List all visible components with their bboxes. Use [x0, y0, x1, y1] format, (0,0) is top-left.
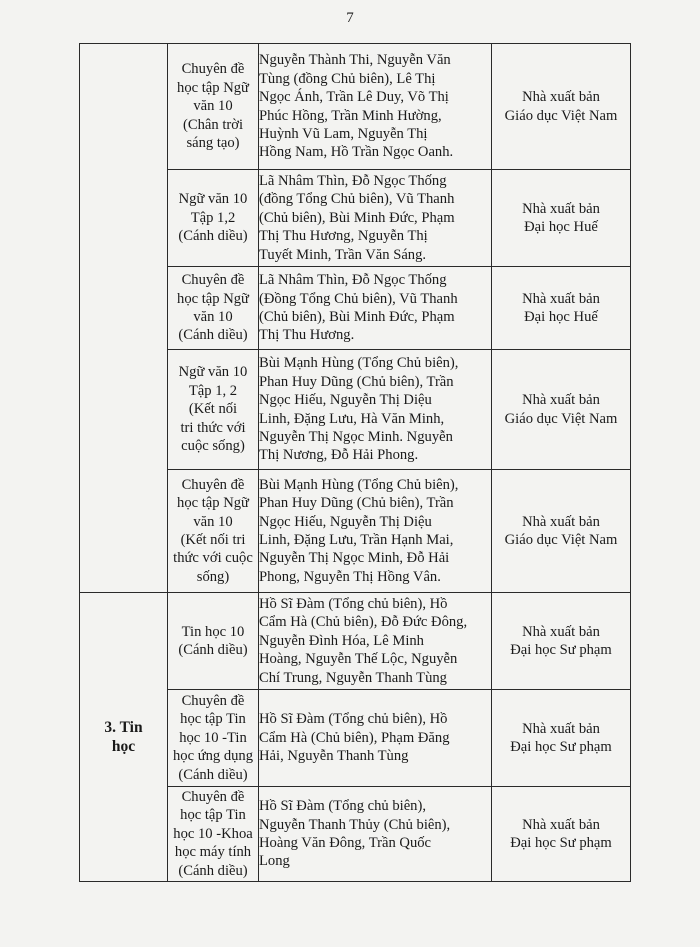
- subject-line: 3. Tin: [104, 719, 143, 736]
- publisher-line: Nhà xuất bản: [522, 290, 600, 307]
- authors-cell: [259, 787, 492, 882]
- authors-line: Tuyết Minh, Trần Văn Sáng.: [259, 246, 427, 263]
- book-title-line: Tập 1, 2: [188, 382, 238, 399]
- book-title-line: văn 10: [193, 513, 233, 530]
- authors-line: Phong, Nguyễn Thị Hồng Vân.: [259, 568, 441, 585]
- book-title-cell: [168, 787, 259, 882]
- authors-line: Cẩm Hà (Chủ biên), Phạm Đăng: [259, 729, 450, 746]
- book-title-cell: [168, 44, 259, 170]
- book-title-line: (Kết nối tri: [180, 532, 246, 548]
- publisher-line: Nhà xuất bản: [522, 200, 600, 217]
- publisher-line: Đại học Sư phạm: [510, 739, 612, 755]
- book-title-line: (Cánh diều): [178, 228, 248, 245]
- book-title-line: cuộc sống): [181, 438, 245, 455]
- book-title-cell: [168, 170, 259, 267]
- book-title-line: Chuyên đề: [181, 61, 245, 78]
- publisher-line: Đại học Sư phạm: [510, 642, 612, 658]
- authors-cell: [259, 267, 492, 350]
- authors-line: (Chủ biên), Bùi Minh Đức, Phạm: [259, 309, 455, 325]
- authors-cell: [259, 44, 492, 170]
- authors-line: Bùi Mạnh Hùng (Tổng Chủ biên),: [259, 476, 459, 493]
- authors-line: Tùng (đồng Chủ biên), Lê Thị: [259, 70, 436, 87]
- authors-line: Nguyễn Thị Ngọc Minh, Đỗ Hải: [259, 550, 450, 567]
- publisher-line: Nhà xuất bản: [522, 392, 600, 409]
- authors-line: Thị Thu Hương.: [259, 327, 355, 344]
- publisher-line: Nhà xuất bản: [522, 816, 600, 833]
- authors-line: (Đồng Tổng Chủ biên), Vũ Thanh: [259, 290, 458, 307]
- authors-line: Thị Nương, Đỗ Hải Phong.: [259, 447, 419, 464]
- subject-cell-empty: [80, 44, 168, 593]
- publisher-cell: [492, 350, 631, 470]
- book-title-line: học tập Ngữ: [177, 495, 249, 512]
- authors-line: Lã Nhâm Thìn, Đỗ Ngọc Thống: [259, 172, 447, 189]
- authors-line: Hoàng Văn Đông, Trần Quốc: [259, 835, 432, 851]
- authors-cell: [259, 690, 492, 787]
- book-title-line: sống): [196, 568, 230, 585]
- book-title-line: Tập 1,2: [190, 209, 236, 226]
- book-title-line: Chuyên đề: [181, 788, 245, 805]
- authors-line: Phan Huy Dũng (Chủ biên), Trần: [259, 373, 454, 390]
- book-title-line: học tập Ngữ: [177, 79, 249, 96]
- authors-line: Hoàng, Nguyễn Thế Lộc, Nguyễn: [259, 651, 458, 668]
- book-title-line: văn 10: [193, 309, 233, 325]
- book-title-line: (Chân trời: [183, 116, 243, 133]
- book-title-line: Ngữ văn 10: [178, 191, 248, 208]
- book-title-line: Chuyên đề: [181, 476, 245, 493]
- authors-line: Phan Huy Dũng (Chủ biên), Trần: [259, 495, 454, 512]
- authors-line: (Chủ biên), Bùi Minh Đức, Phạm: [259, 209, 455, 226]
- book-title-line: học ứng dụng: [172, 748, 254, 765]
- publisher-line: Đại học Huế: [524, 309, 598, 325]
- book-title-line: văn 10: [193, 98, 233, 115]
- book-title-line: (Cánh diều): [178, 327, 248, 344]
- authors-cell: [259, 593, 492, 690]
- book-title-line: (Kết nối: [188, 401, 238, 418]
- authors-line: Huỳnh Vũ Lam, Nguyễn Thị: [259, 125, 428, 142]
- book-title-line: (Cánh diều): [178, 862, 248, 879]
- publisher-line: Nhà xuất bản: [522, 89, 600, 106]
- authors-cell: [259, 170, 492, 267]
- book-title-line: học tập Tin: [180, 711, 246, 728]
- publisher-line: Nhà xuất bản: [522, 513, 600, 530]
- authors-line: Lã Nhâm Thìn, Đỗ Ngọc Thống: [259, 272, 447, 289]
- publisher-line: Đại học Huế: [524, 219, 598, 235]
- book-title-line: học máy tính: [174, 844, 252, 861]
- publisher-cell: [492, 690, 631, 787]
- authors-line: Nguyễn Thành Thi, Nguyễn Văn: [259, 52, 451, 69]
- book-title-line: học tập Tin: [180, 807, 246, 824]
- book-title-line: Ngữ văn 10: [178, 364, 248, 381]
- authors-line: Hồ Sĩ Đàm (Tổng chủ biên),: [259, 798, 426, 815]
- authors-line: Nguyễn Đình Hóa, Lê Minh: [259, 632, 424, 649]
- textbook-table: [79, 43, 631, 882]
- authors-line: Long: [259, 853, 290, 870]
- authors-line: Chí Trung, Nguyễn Thanh Tùng: [259, 669, 447, 686]
- authors-line: Bùi Mạnh Hùng (Tổng Chủ biên),: [259, 355, 459, 372]
- book-title-line: Tin học 10: [181, 623, 245, 640]
- book-title-cell: [168, 593, 259, 690]
- book-title-line: học 10 -Tin: [179, 729, 247, 746]
- table-row: [80, 593, 631, 690]
- publisher-line: Nhà xuất bản: [522, 623, 600, 640]
- authors-cell: [259, 470, 492, 593]
- page-number: 7: [346, 10, 354, 26]
- publisher-cell: [492, 170, 631, 267]
- authors-line: Hồng Nam, Hồ Trần Ngọc Oanh.: [259, 144, 454, 161]
- authors-line: Linh, Đặng Lưu, Trần Hạnh Mai,: [259, 532, 454, 548]
- book-title-cell: [168, 350, 259, 470]
- publisher-line: Giáo dục Việt Nam: [504, 410, 618, 427]
- book-title-line: (Cánh diều): [178, 642, 248, 658]
- authors-line: Ngọc Hiếu, Nguyễn Thị Diệu: [259, 392, 432, 409]
- authors-line: (đồng Tổng Chủ biên), Vũ Thanh: [259, 191, 455, 208]
- authors-line: Ngọc Ánh, Trần Lê Duy, Võ Thị: [259, 89, 449, 106]
- book-title-cell: [168, 267, 259, 350]
- subject-cell: [80, 593, 168, 882]
- authors-line: Phúc Hồng, Trần Minh Hường,: [259, 107, 442, 124]
- authors-line: Hải, Nguyễn Thanh Tùng: [259, 748, 409, 765]
- publisher-line: Giáo dục Việt Nam: [504, 532, 618, 548]
- book-title-line: sáng tạo): [186, 135, 240, 152]
- authors-line: Nguyễn Thị Ngọc Minh. Nguyễn: [259, 428, 453, 445]
- book-title-line: tri thức với: [180, 419, 246, 436]
- publisher-line: Đại học Sư phạm: [510, 835, 612, 851]
- authors-line: Ngọc Hiếu, Nguyễn Thị Diệu: [259, 513, 432, 530]
- publisher-cell: [492, 470, 631, 593]
- authors-line: Hồ Sĩ Đàm (Tổng chủ biên), Hồ: [259, 711, 448, 728]
- authors-cell: [259, 350, 492, 470]
- publisher-cell: [492, 267, 631, 350]
- authors-line: Nguyễn Thanh Thủy (Chủ biên),: [259, 816, 451, 833]
- publisher-line: Nhà xuất bản: [522, 720, 600, 737]
- publisher-cell: [492, 593, 631, 690]
- book-title-cell: [168, 470, 259, 593]
- authors-line: Hồ Sĩ Đàm (Tổng chủ biên), Hồ: [259, 595, 448, 612]
- table-row: [80, 44, 631, 170]
- subject-line: học: [111, 738, 136, 755]
- book-title-line: học 10 -Khoa: [173, 825, 253, 842]
- publisher-cell: [492, 787, 631, 882]
- book-title-line: (Cánh diều): [178, 766, 248, 783]
- authors-line: Linh, Đặng Lưu, Hà Văn Minh,: [259, 410, 445, 427]
- book-title-line: Chuyên đề: [181, 272, 245, 289]
- authors-line: Cẩm Hà (Chủ biên), Đỗ Đức Đông,: [259, 614, 468, 631]
- book-title-line: Chuyên đề: [181, 692, 245, 709]
- book-title-line: học tập Ngữ: [177, 290, 249, 307]
- authors-line: Thị Thu Hương, Nguyễn Thị: [259, 228, 428, 245]
- publisher-cell: [492, 44, 631, 170]
- publisher-line: Giáo dục Việt Nam: [504, 107, 618, 124]
- book-title-cell: [168, 690, 259, 787]
- book-title-line: thức với cuộc: [173, 550, 253, 567]
